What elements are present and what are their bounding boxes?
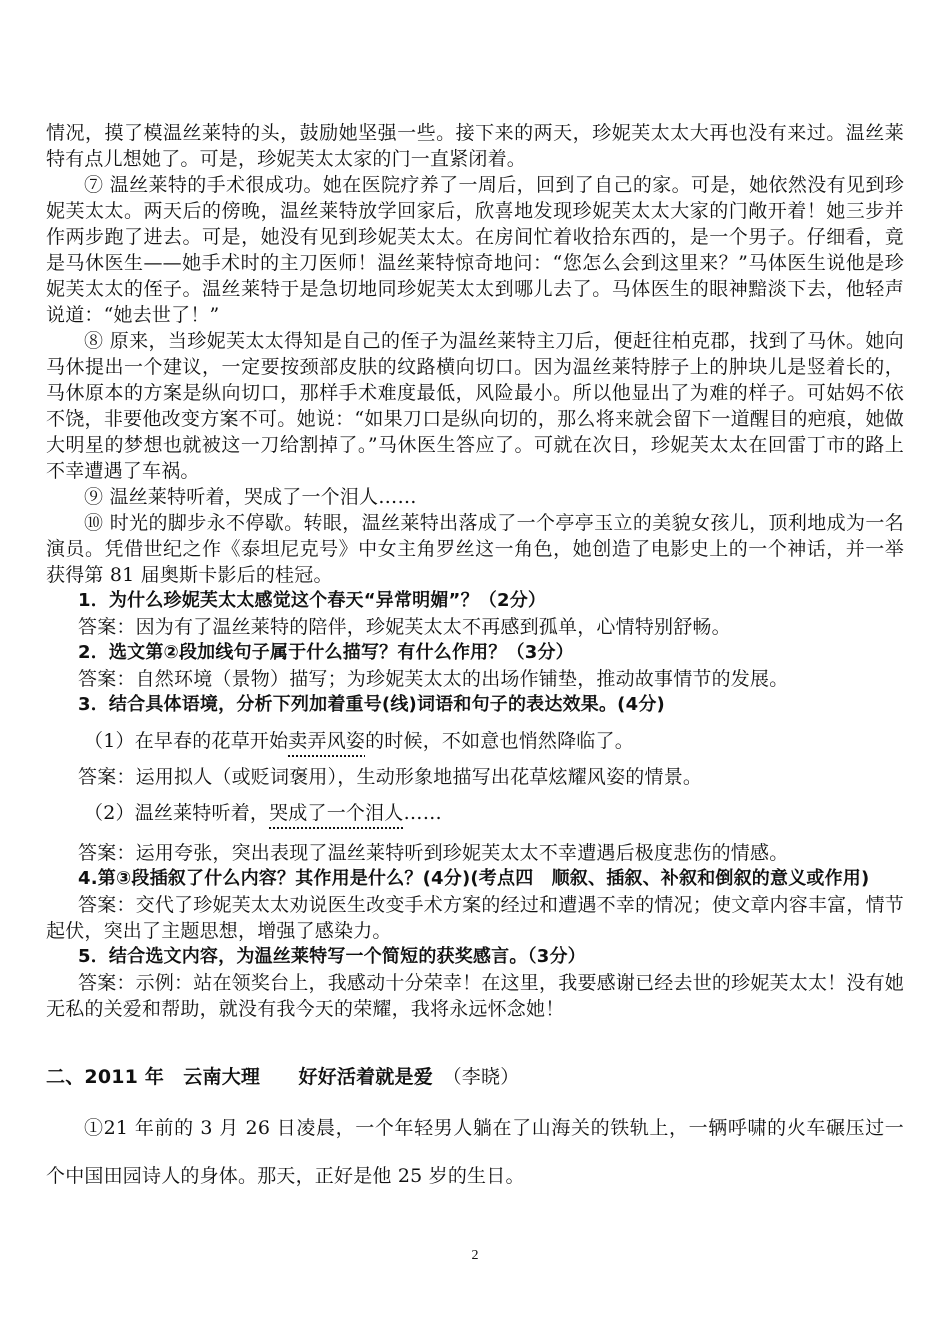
answer-5: 答案：示例：站在领奖台上，我感动十分荣幸！在这里，我要感谢已经去世的珍妮芙太太！没有她无私的关爱和帮助，就没有我今天的荣耀，我将永远怀念她！ <box>46 972 904 1020</box>
answer-4: 答案：交代了珍妮芙太太劝说医生改变手术方案的经过和遭遇不幸的情况；使文章内容丰富，情节起伏，突出了主题思想，增强了感染力。 <box>46 894 904 942</box>
section-2-title: 二、2011 年 云南大理 好好活着就是爱 <box>46 1066 453 1088</box>
paragraph-9: ⑨ 温丝莱特听着，哭成了一个泪人…… <box>84 486 417 508</box>
section-2-paragraph-1: ①21 年前的 3 月 26 日凌晨，一个年轻男人躺在了山海关的铁轨上，一辆呼啸的火车碾压过一个中国田园诗人的身体。那天，正好是他 25 岁的生日。 <box>46 1117 904 1187</box>
question-3: 3．结合具体语境，分析下列加着重号(线)词语和句子的表达效果。(4分) <box>78 694 665 715</box>
answer-3-1: 答案：运用拟人（或贬词褒用），生动形象地描写出花草炫耀风姿的情景。 <box>78 766 703 788</box>
paragraph-7: ⑦ 温丝莱特的手术很成功。她在医院疗养了一周后，回到了自己的家。可是，她依然没有见到珍妮芙太太。两天后的傍晚，温丝莱特放学回家后，欣喜地发现珍妮芙太太大家的门敞开着！她三步并作两步跑了进去。可是，她没有见到珍妮芙太太。在房间忙着收拾东西的，是一个男子。仔细看，竟是马休医生——她手术时的主刀医师！温丝莱特惊奇地问：“您怎么会到这里来？”马体医生说他是珍妮芙太太的侄子。温丝莱特于是急切地同珍妮芙太太到哪儿去了。马体医生的眼神黯淡下去，他轻声说道：“她去世了！” <box>46 174 904 326</box>
sub-question-1-suffix: 的时候，不如意也悄然降临了。 <box>365 730 634 752</box>
paragraph-8: ⑧ 原来，当珍妮芙太太得知是自己的侄子为温丝莱特主刀后，便赶往柏克郡，找到了马休。她向马休提出一个建议，一定要按颈部皮肤的纹路横向切口。因为温丝莱特脖子上的肿块儿是竖着长的，马休原本的方案是纵向切口，那样手术难度最低，风险最小。所以他显出了为难的样子。可姑妈不依不饶，非要他改变方案不可。她说：“如果刀口是纵向切的，那么将来就会留下一道醒目的疤痕，她做大明星的梦想也就被这一刀给割掉了。”马休医生答应了。可就在次日，珍妮芙太太在回雷丁市的路上不幸遭遇了车祸。 <box>46 330 904 482</box>
question-4: 4.第③段插叙了什么内容？其作用是什么？(4分)(考点四 顺叙、插叙、补叙和倒叙的意义或作用) <box>78 868 870 889</box>
sub-question-1 <box>46 728 904 754</box>
question-1: 1．为什么珍妮芙太太感觉这个春天“异常明媚”？（2分） <box>78 590 547 611</box>
emphasized-phrase-1: 卖弄风姿 <box>288 730 366 752</box>
sub-question-2 <box>46 800 904 826</box>
paragraph-continuation: 情况，摸了模温丝莱特的头，鼓励她坚强一些。接下来的两天，珍妮芙太太大再也没有来过。温丝莱特有点儿想她了。可是，珍妮芙太太家的门一直紧闭着。 <box>46 122 904 170</box>
question-5: 5．结合选文内容，为温丝莱特写一个简短的获奖感言。（3分） <box>78 946 586 967</box>
answer-2: 答案：自然环境（景物）描写；为珍妮芙太太的出场作铺垫，推动故事情节的发展。 <box>78 668 789 690</box>
answer-3-2: 答案：运用夸张，突出表现了温丝莱特听到珍妮芙太太不幸遭遇后极度悲伤的情感。 <box>78 842 789 864</box>
emphasized-phrase-2: 哭成了一个泪人 <box>269 802 404 824</box>
sub-question-1-prefix: （1）在早春的花草开始 <box>84 730 289 752</box>
paragraph-10: ⑩ 时光的脚步永不停歇。转眼，温丝莱特出落成了一个亭亭玉立的美貌女孩儿，顶利地成为一名演员。凭借世纪之作《泰坦尼克号》中女主角罗丝这一角色，她创造了电影史上的一个神话，并一举获得第 81 届奥斯卡影后的桂冠。 <box>46 512 904 586</box>
question-2: 2．选文第②段加线句子属于什么描写？有什么作用？（3分） <box>78 642 574 663</box>
page-number: 2 <box>471 1248 479 1263</box>
answer-1: 答案：因为有了温丝莱特的陪伴，珍妮芙太太不再感到孤单，心情特别舒畅。 <box>78 616 731 638</box>
section-2-heading <box>46 1064 904 1090</box>
document-page <box>46 120 904 1200</box>
sub-question-2-suffix: …… <box>403 802 442 824</box>
section-2-author: （李晓） <box>452 1066 520 1088</box>
sub-question-2-prefix: （2）温丝莱特听着， <box>84 802 270 824</box>
